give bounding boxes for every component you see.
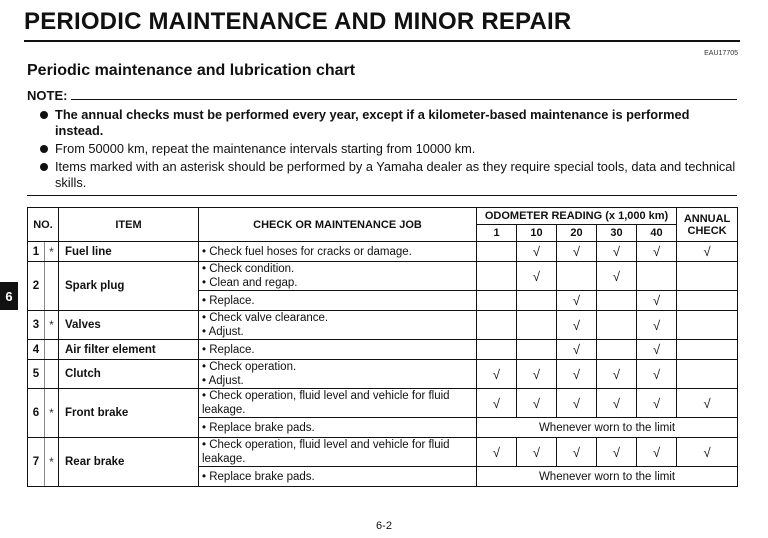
interval-check-mark [597,291,637,311]
interval-check-mark: √ [597,389,637,418]
maintenance-job [199,242,477,262]
maintenance-job [199,262,477,291]
interval-check-mark: √ [597,262,637,291]
page-title: PERIODIC MAINTENANCE AND MINOR REPAIR [24,8,572,35]
item-name: Spark plug [59,262,199,311]
interval-check-mark: √ [637,242,677,262]
job-line: • Check operation. [202,361,297,373]
job-line: • Replace. [202,343,255,356]
note-header [27,88,737,103]
row-number: 1 [28,242,45,262]
interval-check-mark: √ [597,360,637,389]
maintenance-job [199,311,477,340]
header-odometer-col: 1 [477,225,517,242]
asterisk-mark [45,340,59,360]
interval-check-mark: √ [517,242,557,262]
interval-check-mark: √ [557,360,597,389]
job-line: • Adjust. [202,326,244,338]
job-line: • Check operation, fluid level and vehicle for fluid leakage. [202,439,450,465]
job-line: • Adjust. [202,375,244,387]
interval-check-mark [597,311,637,340]
item-name: Clutch [59,360,199,389]
interval-check-mark: √ [557,311,597,340]
page-number: 6-2 [376,520,392,532]
interval-check-mark: √ [517,360,557,389]
note-item: Items marked with an asterisk should be performed by a Yamaha dealer as they require special tools, data and technical skills. [40,159,738,191]
table-row [28,262,738,291]
interval-check-mark: √ [597,242,637,262]
interval-note: Whenever worn to the limit [477,418,738,438]
interval-check-mark: √ [477,389,517,418]
maintenance-job [199,389,477,418]
interval-check-mark: √ [637,340,677,360]
notes-rule [27,195,737,196]
asterisk-mark [45,360,59,389]
annual-check-mark [677,340,738,360]
asterisk-mark: * [45,242,59,262]
maintenance-job [199,467,477,487]
interval-check-mark: √ [517,389,557,418]
job-line: • Check fuel hoses for cracks or damage. [202,245,412,258]
row-number: 7 [28,438,45,487]
row-number: 2 [28,262,45,311]
row-number: 4 [28,340,45,360]
annual-check-mark: √ [677,242,738,262]
table-row [28,360,738,389]
interval-check-mark: √ [557,438,597,467]
header-no: NO. [28,208,59,242]
interval-check-mark: √ [637,389,677,418]
interval-check-mark [557,262,597,291]
asterisk-mark: * [45,389,59,438]
header-annual-line2: CHECK [687,224,727,237]
job-line: • Check valve clearance. [202,312,329,324]
header-odometer-col: 40 [637,225,677,242]
document-code: EAU17705 [704,50,738,57]
note-item: The annual checks must be performed every year, except if a kilometer-based maintenance is performed instead. [40,107,738,139]
section-title: Periodic maintenance and lubrication chart [27,62,356,79]
interval-check-mark [517,340,557,360]
interval-check-mark [517,311,557,340]
table-row [28,340,738,360]
interval-check-mark [477,242,517,262]
row-number: 3 [28,311,45,340]
note-item: From 50000 km, repeat the maintenance intervals starting from 10000 km. [40,141,738,157]
header-job: CHECK OR MAINTENANCE JOB [199,208,477,242]
maintenance-job [199,340,477,360]
item-name: Rear brake [59,438,199,487]
row-number: 5 [28,360,45,389]
header-odometer-col: 30 [597,225,637,242]
table-row [28,242,738,262]
interval-check-mark: √ [517,262,557,291]
interval-check-mark: √ [637,311,677,340]
interval-check-mark: √ [477,360,517,389]
interval-check-mark: √ [637,291,677,311]
table-row [28,311,738,340]
maintenance-job [199,438,477,467]
asterisk-mark: * [45,438,59,487]
annual-check-mark [677,291,738,311]
interval-note: Whenever worn to the limit [477,467,738,487]
table-row [28,389,738,418]
job-line: • Check condition. [202,263,295,275]
interval-check-mark: √ [477,438,517,467]
job-line: • Replace brake pads. [202,421,315,434]
job-line: • Clean and regap. [202,277,298,289]
asterisk-mark: * [45,311,59,340]
annual-check-mark: √ [677,438,738,467]
interval-check-mark [477,340,517,360]
interval-check-mark: √ [557,242,597,262]
maintenance-job [199,418,477,438]
maintenance-job [199,360,477,389]
header-odometer-col: 20 [557,225,597,242]
row-number: 6 [28,389,45,438]
note-label: NOTE: [27,88,68,103]
interval-check-mark [477,262,517,291]
chapter-tab: 6 [0,282,18,310]
maintenance-table [27,207,738,487]
maintenance-job [199,291,477,311]
interval-check-mark: √ [557,291,597,311]
asterisk-mark [45,262,59,311]
interval-check-mark: √ [557,340,597,360]
note-list [40,107,738,193]
interval-check-mark [637,262,677,291]
interval-check-mark: √ [637,438,677,467]
interval-check-mark: √ [597,438,637,467]
interval-check-mark [597,340,637,360]
header-item: ITEM [59,208,199,242]
interval-check-mark: √ [637,360,677,389]
interval-check-mark [477,311,517,340]
annual-check-mark [677,311,738,340]
item-name: Fuel line [59,242,199,262]
item-name: Valves [59,311,199,340]
note-rule [71,99,737,100]
header-annual [677,208,738,242]
table-row [28,438,738,467]
item-name: Front brake [59,389,199,438]
annual-check-mark [677,360,738,389]
interval-check-mark [517,291,557,311]
header-annual-line1: ANNUAL [683,212,731,225]
job-line: • Replace. [202,294,255,307]
item-name: Air filter element [59,340,199,360]
annual-check-mark [677,262,738,291]
header-odometer-col: 10 [517,225,557,242]
annual-check-mark: √ [677,389,738,418]
interval-check-mark: √ [557,389,597,418]
job-line: • Check operation, fluid level and vehicle for fluid leakage. [202,390,450,416]
interval-check-mark [477,291,517,311]
table-body [28,242,738,487]
job-line: • Replace brake pads. [202,470,315,483]
header-odometer: ODOMETER READING (x 1,000 km) [477,208,677,225]
title-rule [24,40,740,42]
interval-check-mark: √ [517,438,557,467]
